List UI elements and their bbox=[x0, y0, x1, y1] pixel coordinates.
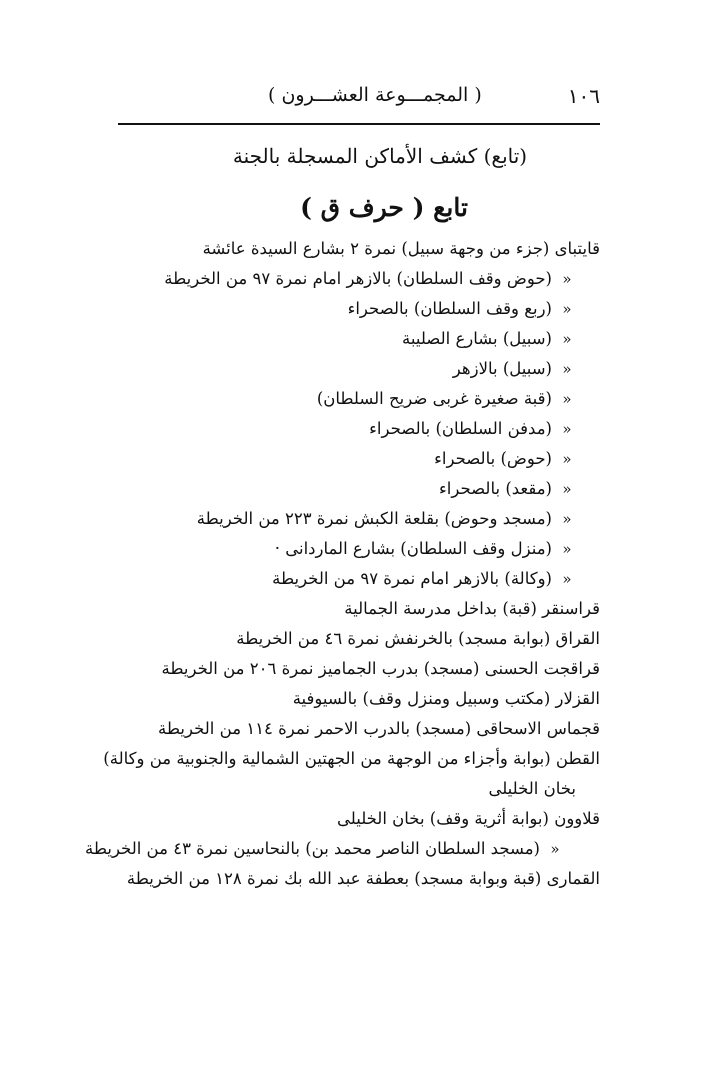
entry-text: قراسنقر (قبة) بداخل مدرسة الجمالية bbox=[344, 599, 600, 618]
ditto-mark: « bbox=[550, 840, 560, 858]
ditto-mark: « bbox=[562, 330, 572, 348]
list-item bbox=[100, 384, 600, 414]
page-number: ١٠٦ bbox=[567, 84, 600, 108]
entry-text: قراقجت الحسنى (مسجد) بدرب الجماميز نمرة ٢٠٦ من الخريطة bbox=[161, 659, 600, 678]
entry-text: القطن (بوابة وأجزاء من الوجهة من الجهتين الشمالية والجنوبية من وكالة) bbox=[103, 749, 600, 768]
entry-text: القمارى (قبة وبوابة مسجد) بعطفة عبد الله بك نمرة ١٢٨ من الخريطة bbox=[126, 869, 600, 888]
entry-text: قلاوون (بوابة أثرية وقف) بخان الخليلى bbox=[337, 809, 600, 828]
ditto-mark: « bbox=[562, 390, 572, 408]
list-item bbox=[100, 624, 600, 654]
list-item bbox=[100, 414, 600, 444]
entry-list bbox=[84, 234, 600, 894]
list-item bbox=[100, 294, 600, 324]
list-item bbox=[100, 474, 600, 504]
entry-text: (سبيل) بالازهر bbox=[452, 359, 552, 378]
ditto-mark: « bbox=[562, 540, 572, 558]
entry-text: (منزل وقف السلطان) بشارع الماردانى · bbox=[274, 539, 552, 558]
ditto-mark: « bbox=[562, 480, 572, 498]
entry-text: (ربع وقف السلطان) بالصحراء bbox=[347, 299, 552, 318]
list-item bbox=[100, 744, 600, 774]
list-item bbox=[100, 324, 600, 354]
ditto-mark: « bbox=[562, 360, 572, 378]
entry-text: (حوض) بالصحراء bbox=[434, 449, 552, 468]
list-item bbox=[100, 444, 600, 474]
header-title: ( المجمـــوعة العشـــرون ) bbox=[268, 84, 482, 106]
entry-text: (سبيل) بشارع الصليبة bbox=[402, 329, 552, 348]
entry-text: قجماس الاسحاقى (مسجد) بالدرب الاحمر نمرة ١١٤ من الخريطة bbox=[158, 719, 600, 738]
entry-text: قايتباى (جزء من وجهة سبيل) نمرة ٢ بشارع السيدة عائشة bbox=[202, 239, 600, 258]
ditto-mark: « bbox=[562, 300, 572, 318]
header-rule bbox=[118, 123, 600, 125]
list-item bbox=[100, 564, 600, 594]
list-item bbox=[100, 534, 600, 564]
entry-text: (مقعد) بالصحراء bbox=[439, 479, 552, 498]
list-item bbox=[84, 834, 600, 864]
list-item bbox=[100, 264, 600, 294]
ditto-mark: « bbox=[562, 450, 572, 468]
list-item bbox=[100, 504, 600, 534]
list-item bbox=[100, 774, 600, 804]
entry-text: (مدفن السلطان) بالصحراء bbox=[369, 419, 552, 438]
entry-text: (مسجد السلطان الناصر محمد بن) بالنحاسين نمرة ٤٣ من الخريطة bbox=[84, 839, 540, 858]
list-item bbox=[100, 714, 600, 744]
page-header bbox=[118, 84, 600, 118]
ditto-mark: « bbox=[562, 570, 572, 588]
list-item bbox=[100, 594, 600, 624]
entry-text: (حوض وقف السلطان) بالازهر امام نمرة ٩٧ من الخريطة bbox=[164, 269, 552, 288]
page-subtitle: (تابع) كشف الأماكن المسجلة بالجنة bbox=[232, 144, 528, 168]
list-item bbox=[100, 354, 600, 384]
entry-text: القزلار (مكتب وسبيل ومنزل وقف) بالسيوفية bbox=[292, 689, 600, 708]
list-item bbox=[100, 804, 600, 834]
entry-text: (مسجد وحوض) بقلعة الكبش نمرة ٢٢٣ من الخريطة bbox=[196, 509, 552, 528]
section-heading: تابع ( حرف ق ) bbox=[300, 193, 468, 222]
list-item bbox=[100, 654, 600, 684]
entry-text: (قبة صغيرة غربى ضريح السلطان) bbox=[316, 389, 552, 408]
entry-text: القراق (بوابة مسجد) بالخرنفش نمرة ٤٦ من الخريطة bbox=[236, 629, 600, 648]
list-item bbox=[100, 864, 600, 894]
entry-text: بخان الخليلى bbox=[488, 779, 576, 798]
ditto-mark: « bbox=[562, 270, 572, 288]
ditto-mark: « bbox=[562, 420, 572, 438]
list-item bbox=[100, 684, 600, 714]
list-item bbox=[100, 234, 600, 264]
ditto-mark: « bbox=[562, 510, 572, 528]
entry-text: (وكالة) بالازهر امام نمرة ٩٧ من الخريطة bbox=[272, 569, 552, 588]
